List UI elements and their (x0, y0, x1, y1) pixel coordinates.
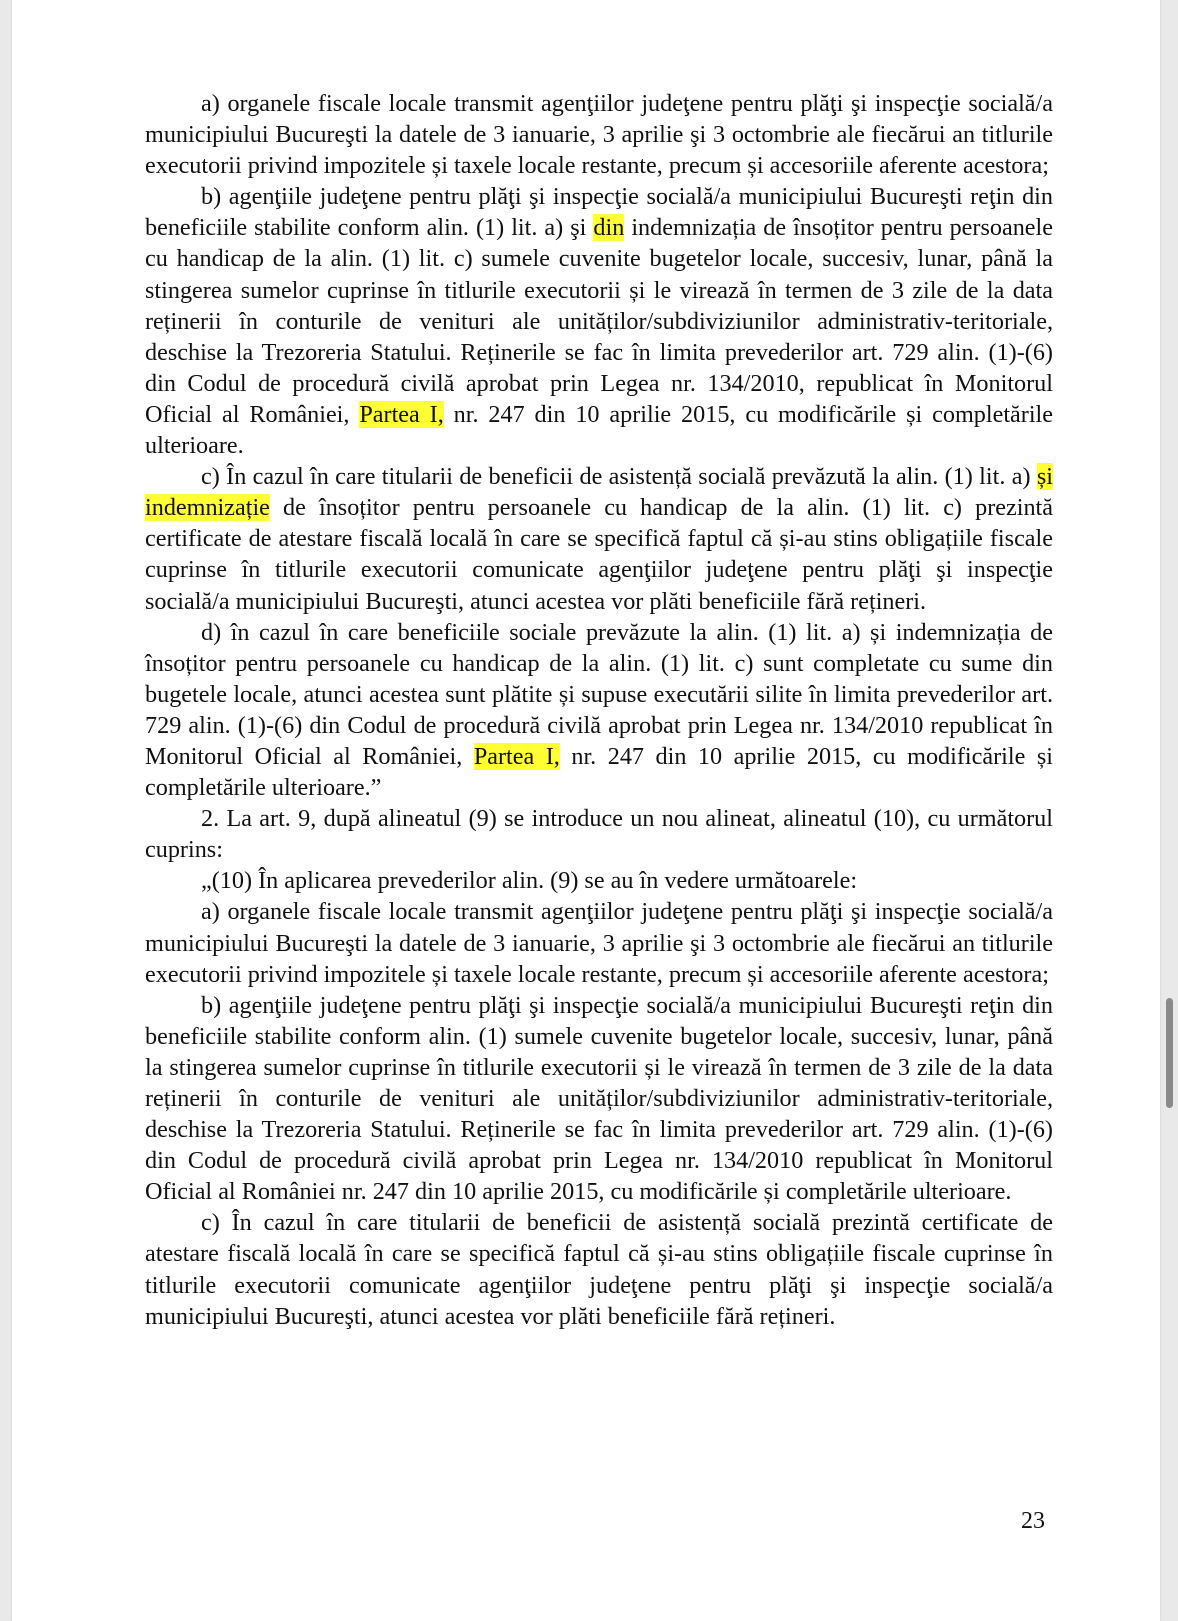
highlighted-text: și indemnizație (145, 463, 1053, 522)
paragraph-d-1 (145, 617, 1053, 804)
paragraph-point-2 (145, 803, 1053, 865)
text-segment: nr. 247 din 10 aprilie 2015, cu modificările și completările ulterioare.” (145, 742, 1053, 802)
paragraph-alin-10 (145, 865, 1053, 896)
highlighted-text: Partea I, (359, 400, 444, 428)
highlighted-text: Partea I, (473, 742, 560, 770)
paragraph-a-2 (145, 896, 1053, 989)
text-segment: de însoțitor pentru persoanele cu handicap de la alin. (1) lit. c) prezintă certificate de atestare fiscală locală în care se specifică faptul că și-au stins obligațiile fiscale cuprinse în titlurile executorii comunicate agenţiilor judeţene pentru plăţi şi inspecţie socială/a municipiului Bucureşti, atunci acestea vor plăti beneficiile fără rețineri. (145, 494, 1053, 615)
text-segment: b) agenţiile judeţene pentru plăţi şi inspecţie socială/a municipiului Bucureşti reţin din beneficiile stabilite conform alin. (1) lit. a) şi (145, 183, 1053, 242)
paragraph-b-1 (145, 181, 1053, 461)
document-body (145, 88, 1053, 1332)
scrollbar-thumb[interactable] (1166, 998, 1173, 1108)
vertical-scrollbar[interactable] (1164, 0, 1178, 1621)
page-number: 23 (1021, 1508, 1045, 1534)
text-segment: 2. La art. 9, după alineatul (9) se introduce un nou alineat, alineatul (10), cu următorul cuprins: (145, 805, 1053, 864)
text-segment: indemnizația de însoțitor pentru persoanele cu handicap de la alin. (1) lit. c) sumele cuvenite bugetelor locale, succesiv, lunar, până la stingerea sumelor cuprinse în titlurile executorii și le virează în termen de 3 zile de la data reținerii în conturile de venituri ale unităților/subdiviziunilor administrativ-teritoriale, deschise la Trezoreria Statului. Reținerile se fac în limita prevederilor art. 729 alin. (1)-(6) din Codul de procedură civilă aprobat prin Legea nr. 134/2010, republicat în Monitorul Oficial al României, (145, 214, 1053, 428)
text-segment: c) În cazul în care titularii de beneficii de asistență socială prezintă certificate de atestare fiscală locală în care se specifică faptul că și-au stins obligațiile fiscale cuprinse în titlurile executorii comunicate agenţiilor judeţene pentru plăţi şi inspecţie socială/a municipiului Bucureşti, atunci acestea vor plăti beneficiile fără rețineri. (145, 1209, 1053, 1330)
text-segment: c) În cazul în care titularii de beneficii de asistență socială prevăzută la alin. (1) lit. a) (201, 463, 1037, 491)
paragraph-c-2 (145, 1207, 1053, 1331)
paragraph-a-1 (145, 88, 1053, 181)
text-segment: „(10) În aplicarea prevederilor alin. (9) se au în vedere următoarele: (201, 867, 858, 895)
text-segment: a) organele fiscale locale transmit agenţiilor judeţene pentru plăţi şi inspecţie socială/a municipiului Bucureşti la datele de 3 ianuarie, 3 aprilie şi 3 octombrie ale fiecărui an titlurile executorii privind impozitele și taxele locale restante, precum și accesoriile aferente acestora; (145, 898, 1053, 988)
text-segment: nr. 247 din 10 aprilie 2015, cu modificările și completările ulterioare. (145, 400, 1054, 460)
document-page (12, 0, 1160, 1621)
text-segment: d) în cazul în care beneficiile sociale prevăzute la alin. (1) lit. a) și indemnizația de însoțitor pentru persoanele cu handicap de la alin. (1) lit. c) sunt completate cu sume din bugetele locale, atunci acestea sunt plătite și supuse executării silite în limita prevederilor art. 729 alin. (1)-(6) din Codul de procedură civilă aprobat prin Legea nr. 134/2010 republicat în Monitorul Oficial al României, (145, 618, 1053, 770)
highlighted-text: din (593, 214, 625, 242)
text-segment: a) organele fiscale locale transmit agenţiilor judeţene pentru plăţi şi inspecţie socială/a municipiului Bucureşti la datele de 3 ianuarie, 3 aprilie şi 3 octombrie ale fiecărui an titlurile executorii privind impozitele și taxele locale restante, precum și accesoriile aferente acestora; (145, 90, 1053, 180)
paragraph-c-1 (145, 461, 1053, 616)
paragraph-b-2 (145, 990, 1053, 1208)
text-segment: b) agenţiile judeţene pentru plăţi şi inspecţie socială/a municipiului Bucureşti reţin din beneficiile stabilite conform alin. (1) sumele cuvenite bugetelor locale, succesiv, lunar, până la stingerea sumelor cuprinse în titlurile executorii și le virează în termen de 3 zile de la data reținerii în conturile de venituri ale unităților/subdiviziunilor administrativ-teritoriale, deschise la Trezoreria Statului. Reținerile se fac în limita prevederilor art. 729 alin. (1)-(6) din Codul de procedură civilă aprobat prin Legea nr. 134/2010 republicat în Monitorul Oficial al României nr. 247 din 10 aprilie 2015, cu modificările și completările ulterioare. (145, 991, 1053, 1206)
